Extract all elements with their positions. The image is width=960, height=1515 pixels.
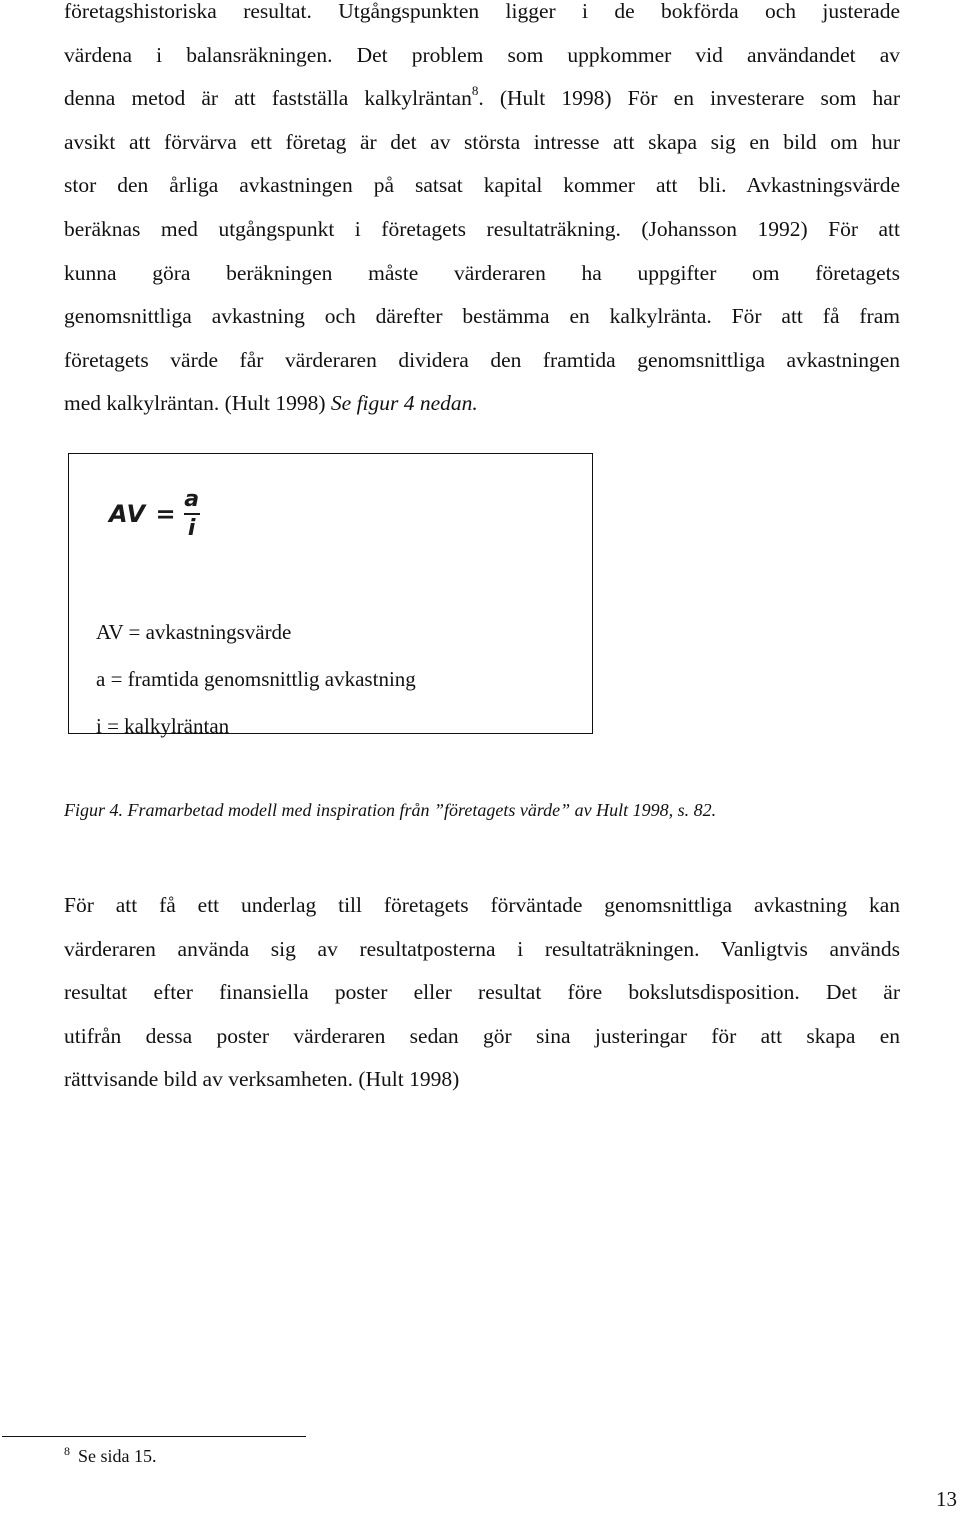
body-paragraph [64,884,900,1102]
body-paragraph [64,0,900,426]
text-line: företagshistoriska resultat. Utgångspunkten ligger i de bokförda och justerade [64,0,900,23]
text-line: För att få ett underlag till företagets förväntade genomsnittliga avkastning kan [64,893,900,917]
legend-item: i = kalkylräntan [96,714,230,738]
text-line: genomsnittliga avkastning och därefter bestämma en kalkylränta. För att få fram [64,304,900,329]
formula-lhs: AV [109,500,146,528]
formula-equals: = [155,500,176,528]
figure-legend [96,609,416,750]
footnote-reference: 8 [471,83,479,99]
figure-box [68,453,593,738]
legend-item: AV = avkastningsvärde [96,620,292,644]
formula [109,484,200,544]
figure-reference: Se figur 4 nedan. [330,391,478,416]
footnote-text: Se sida 15. [78,1446,157,1466]
figure-caption: Figur 4. Framarbetad modell med inspiration från ”företagets värde” av Hult 1998, s. 82. [64,800,717,820]
text-segment: med kalkylräntan. (Hult 1998) [64,391,331,416]
text-line: värdena i balansräkningen. Det problem som uppkommer vid användandet av [64,42,900,67]
text-line: beräknas med utgångspunkt i företagets resultaträkning. (Johansson 1992) För att [64,216,900,241]
formula-numerator: a [184,486,200,512]
text-line: utifrån dessa poster värderaren sedan gör sina justeringar för att skapa en [64,1023,900,1048]
text-line: värderaren använda sig av resultatposterna i resultaträkningen. Vanligtvis används [64,936,900,961]
footnote [64,1444,157,1467]
formula-denominator: i [187,515,196,541]
text-line: företagets värde får värderaren dividera den framtida genomsnittliga avkastningen [64,347,900,372]
footnote-separator [2,1436,306,1437]
legend-item: a = framtida genomsnittlig avkastning [96,667,416,691]
text-line [64,382,900,426]
text-line: resultat efter finansiella poster eller resultat före bokslutsdisposition. Det är [64,980,900,1005]
formula-fraction [184,488,200,541]
footnote-marker: 8 [64,1444,70,1458]
page-number: 13 [936,1487,957,1511]
text-segment: denna metod är att fastställa kalkylräntan [64,86,472,111]
text-line: avsikt att förvärva ett företag är det av största intresse att skapa sig en bild om hur [64,129,900,154]
text-line: rättvisande bild av verksamheten. (Hult 1998) [64,1067,460,1092]
text-segment: . (Hult 1998) För en investerare som har [478,86,900,111]
text-line: kunna göra beräkningen måste värderaren ha uppgifter om företagets [64,260,900,285]
text-line: stor den årliga avkastningen på satsat kapital kommer att bli. Avkastningsvärde [64,173,900,198]
fraction-bar [184,513,200,515]
text-line [64,77,900,121]
